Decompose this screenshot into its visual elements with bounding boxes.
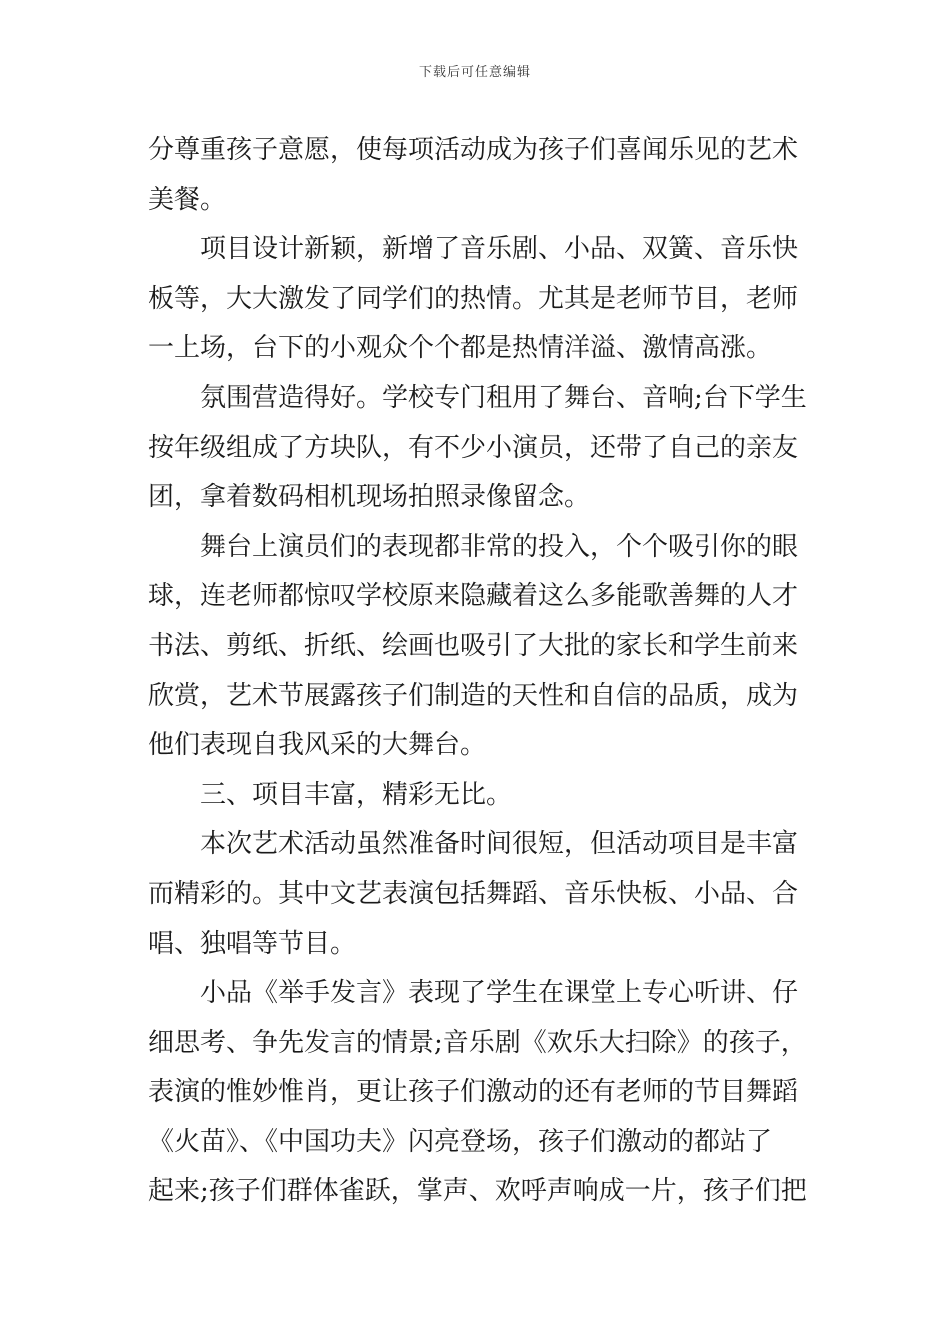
text-line: 《火苗》、《中国功夫》闪亮登场，孩子们激动的都站了 — [148, 1126, 773, 1157]
text-line: 唱、独唱等节目。 — [148, 928, 357, 959]
text-line: 而精彩的。其中文艺表演包括舞蹈、音乐快板、小品、合 — [148, 878, 799, 909]
paragraph-start-line: 项目设计新颖，新增了音乐剧、小品、双簧、音乐快 — [200, 234, 799, 265]
text-line: 表演的惟妙惟肖，更让孩子们激动的还有老师的节目舞蹈 — [148, 1077, 799, 1108]
section-heading-line: 三、项目丰富，精彩无比。 — [200, 779, 513, 810]
text-line: 美餐。 — [148, 184, 227, 215]
text-line: 欣赏，艺术节展露孩子们制造的天性和自信的品质，成为 — [148, 680, 799, 711]
text-line: 板等，大大激发了同学们的热情。尤其是老师节目，老师 — [148, 283, 799, 314]
text-line: 起来;孩子们群体雀跃，掌声、欢呼声响成一片，孩子们把 — [148, 1176, 807, 1207]
text-line: 他们表现自我风采的大舞台。 — [148, 730, 487, 761]
page-header: 下载后可任意编辑 — [418, 65, 531, 80]
document-body — [148, 126, 808, 1217]
paragraph-start-line: 小品《举手发言》表现了学生在课堂上专心听讲、仔 — [200, 978, 799, 1009]
text-line: 书法、剪纸、折纸、绘画也吸引了大批的家长和学生前来 — [148, 630, 799, 661]
paragraph-start-line: 本次艺术活动虽然准备时间很短，但活动项目是丰富 — [200, 829, 799, 860]
text-line: 分尊重孩子意愿，使每项活动成为孩子们喜闻乐见的艺术 — [148, 135, 799, 165]
text-line: 细思考、争先发言的情景;音乐剧《欢乐大扫除》的孩子， — [148, 1027, 807, 1058]
text-line: 一上场，台下的小观众个个都是热情洋溢、激情高涨。 — [148, 333, 773, 364]
text-line: 球，连老师都惊叹学校原来隐藏着这么多能歌善舞的人才 — [148, 581, 799, 612]
paragraph-start-line: 舞台上演员们的表现都非常的投入，个个吸引你的眼 — [200, 531, 799, 562]
text-line: 按年级组成了方块队，有不少小演员，还带了自己的亲友 — [148, 432, 799, 463]
paragraph-start-line: 氛围营造得好。学校专门租用了舞台、音响;台下学生 — [200, 382, 807, 413]
text-line: 团，拿着数码相机现场拍照录像留念。 — [148, 482, 591, 513]
